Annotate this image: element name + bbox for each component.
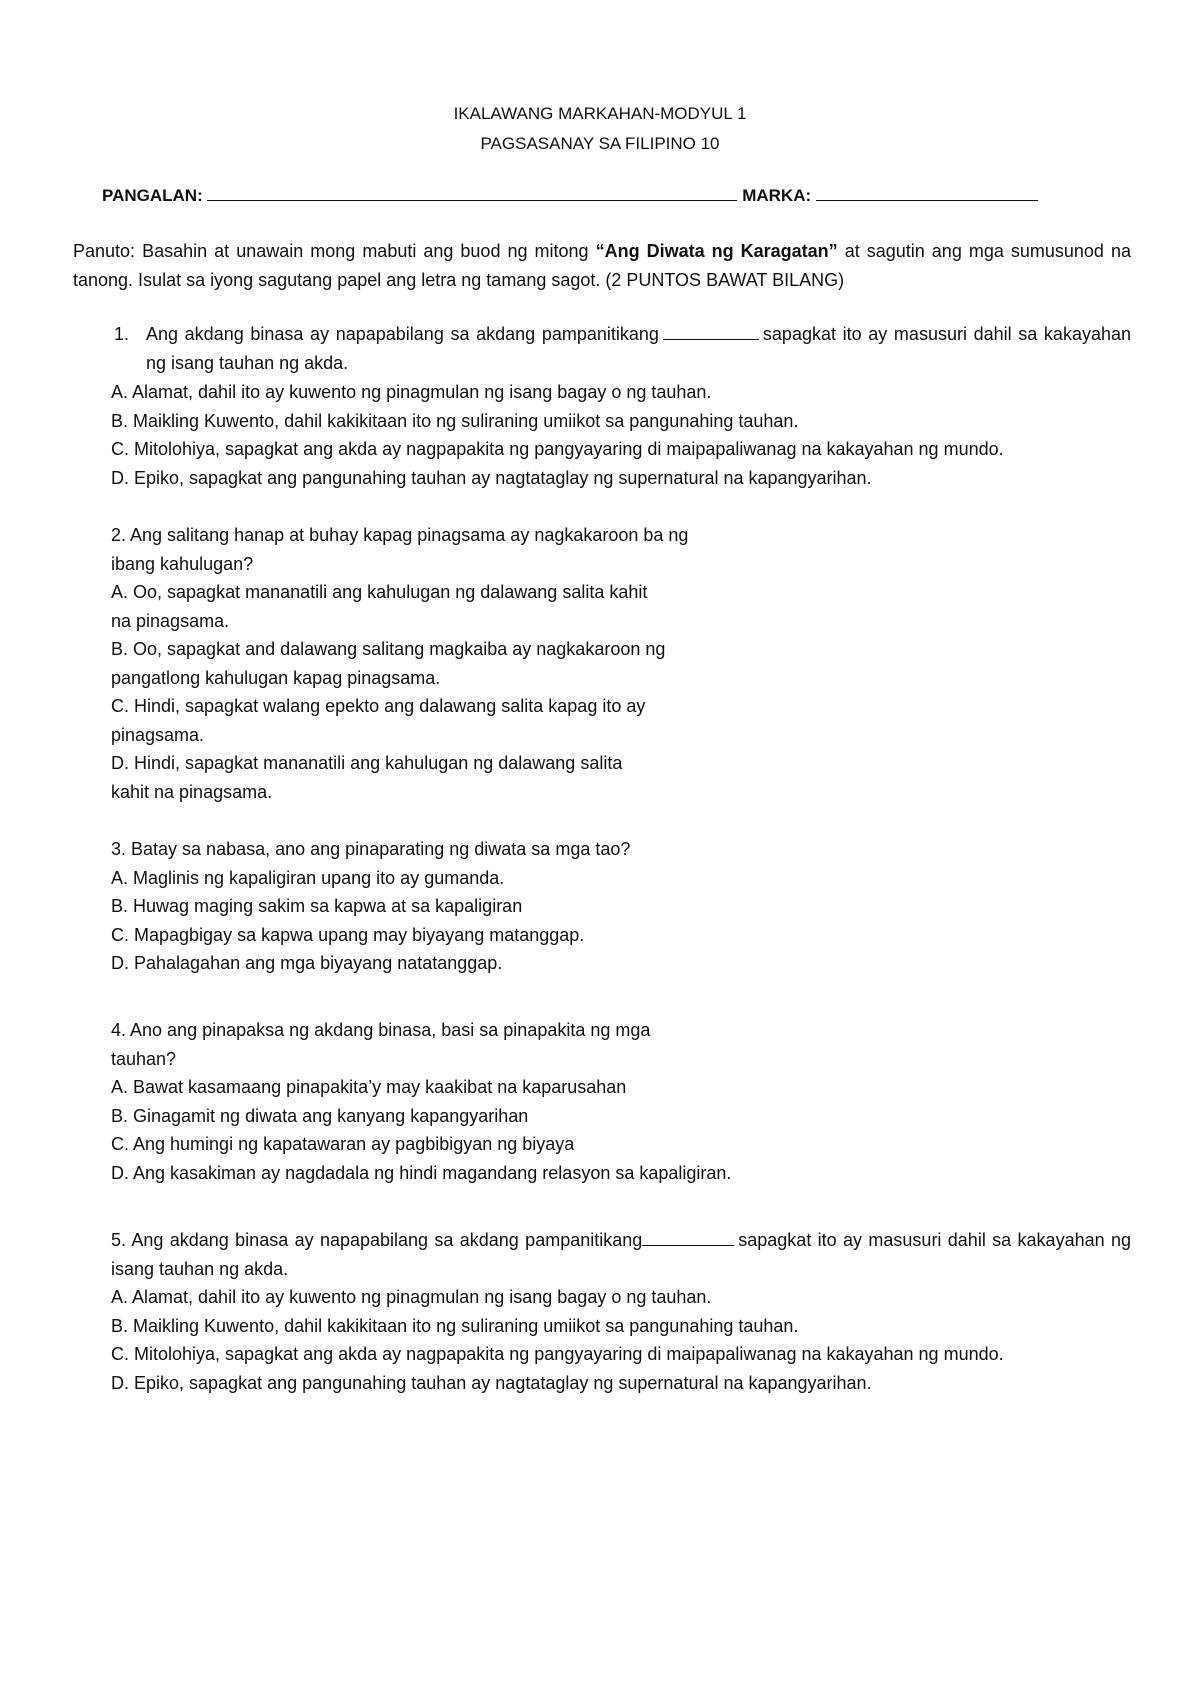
question-3-line: 3. Batay sa nabasa, ano ang pinaparating ng diwata sa mga tao?: [111, 839, 631, 859]
score-blank-field[interactable]: [816, 186, 1038, 201]
question-1-choice-c: C. Mitolohiya, sapagkat ang akda ay nagpapakita ng pangyayaring di maipapaliwanag na kakayahan ng mundo.: [111, 439, 1004, 459]
question-5-stem-before: 5. Ang akdang binasa ay napapabilang sa akdang pampanitikang: [111, 1230, 643, 1250]
question-3-line: B. Huwag maging sakim sa kapwa at sa kapaligiran: [111, 896, 523, 916]
worksheet-subtitle: PAGSASANAY SA FILIPINO 10: [480, 134, 720, 153]
question-2-line: na pinagsama.: [111, 610, 230, 631]
module-title: IKALAWANG MARKAHAN-MODYUL 1: [453, 104, 747, 123]
question-2-line: kahit na pinagsama.: [111, 781, 273, 802]
question-1-number: 1.: [114, 324, 130, 344]
question-2-line: D. Hindi, sapagkat mananatili ang kahulugan ng dalawang salita: [111, 753, 623, 773]
score-label: MARKA:: [742, 186, 812, 205]
question-2-line: B. Oo, sapagkat and dalawang salitang magkaiba ay nagkakaroon ng: [111, 639, 666, 659]
question-5-choice-d: D. Epiko, sapagkat ang pangunahing tauhan ay nagtataglay ng supernatural na kapangyarihan.: [111, 1372, 872, 1393]
question-2-line: ibang kahulugan?: [111, 553, 254, 574]
question-1-choice-d: D. Epiko, sapagkat ang pangunahing tauhan ay nagtataglay ng supernatural na kapangyarihan.: [111, 467, 872, 488]
question-5-stem-after: sapagkat ito ay masusuri dahil sa kakayahan ng isang tauhan ng akda.: [111, 1230, 1131, 1279]
question-4-line: C. Ang humingi ng kapatawaran ay pagbibigyan ng biyaya: [111, 1134, 575, 1154]
question-2-line: A. Oo, sapagkat mananatili ang kahulugan ng dalawang salita kahit: [111, 582, 648, 602]
question-1-stem-before: Ang akdang binasa ay napapabilang sa akdang pampanitikang: [146, 324, 659, 344]
question-2-line: pinagsama.: [111, 724, 205, 745]
question-3-line: D. Pahalagahan ang mga biyayang natatanggap.: [111, 953, 503, 973]
question-4-line: A. Bawat kasamaang pinapakita’y may kaakibat na kaparusahan: [111, 1077, 627, 1097]
question-1-stem-after: sapagkat ito ay masusuri dahil sa kakayahan ng isang tauhan ng akda.: [146, 324, 1132, 373]
name-blank-field[interactable]: [207, 186, 737, 201]
instructions-text-after: at sagutin ang mga sumusunod na tanong. Isulat sa iyong sagutang papel ang letra ng tamang sagot. (2 PUNTOS BAWAT BILANG): [73, 241, 1131, 290]
name-label: PANGALAN:: [102, 186, 203, 205]
question-3-line: C. Mapagbigay sa kapwa upang may biyayang matanggap.: [111, 924, 585, 945]
question-2: [111, 521, 1169, 806]
question-2-line: 2. Ang salitang hanap at buhay kapag pinagsama ay nagkakaroon ba ng: [111, 525, 689, 545]
question-1-stem: [146, 320, 1131, 377]
question-5-stem: [111, 1226, 1131, 1283]
question-4-line: B. Ginagamit ng diwata ang kanyang kapangyarihan: [111, 1105, 529, 1126]
question-4-line: tauhan?: [111, 1048, 177, 1069]
question-5-choice-c: C. Mitolohiya, sapagkat ang akda ay nagpapakita ng pangyayaring di maipapaliwanag na kakayahan ng mundo.: [111, 1344, 1004, 1364]
question-5-answer-blank[interactable]: [642, 1231, 734, 1246]
question-1-choices: [111, 378, 1169, 492]
instructions-label: Panuto:: [73, 241, 136, 261]
question-3: [111, 835, 1169, 978]
name-score-row: [102, 182, 1038, 211]
question-5-choice-b: B. Maikling Kuwento, dahil kakikitaan ito ng suliraning umiikot sa pangunahing tauhan.: [111, 1315, 799, 1336]
question-5-choice-a: A. Alamat, dahil ito ay kuwento ng pinagmulan ng isang bagay o ng tauhan.: [111, 1287, 712, 1307]
instructions-paragraph: [73, 237, 1131, 294]
question-3-line: A. Maglinis ng kapaligiran upang ito ay gumanda.: [111, 867, 505, 888]
instructions-text-before: Basahin at unawain mong mabuti ang buod ng mitong: [142, 241, 589, 261]
story-title: “Ang Diwata ng Karagatan”: [595, 241, 838, 261]
question-4-line: 4. Ano ang pinapaksa ng akdang binasa, basi sa pinapakita ng mga: [111, 1020, 651, 1040]
question-2-line: C. Hindi, sapagkat walang epekto ang dalawang salita kapag ito ay: [111, 696, 646, 716]
question-1-answer-blank[interactable]: [663, 325, 759, 340]
question-1-choice-a: A. Alamat, dahil ito ay kuwento ng pinagmulan ng isang bagay o ng tauhan.: [111, 382, 712, 402]
question-4-line: D. Ang kasakiman ay nagdadala ng hindi magandang relasyon sa kapaligiran.: [111, 1162, 732, 1183]
question-5-choices: [111, 1283, 1169, 1397]
question-4: [111, 1016, 1169, 1187]
question-2-line: pangatlong kahulugan kapag pinagsama.: [111, 667, 441, 688]
question-1-choice-b: B. Maikling Kuwento, dahil kakikitaan ito ng suliraning umiikot sa pangunahing tauhan.: [111, 410, 799, 431]
